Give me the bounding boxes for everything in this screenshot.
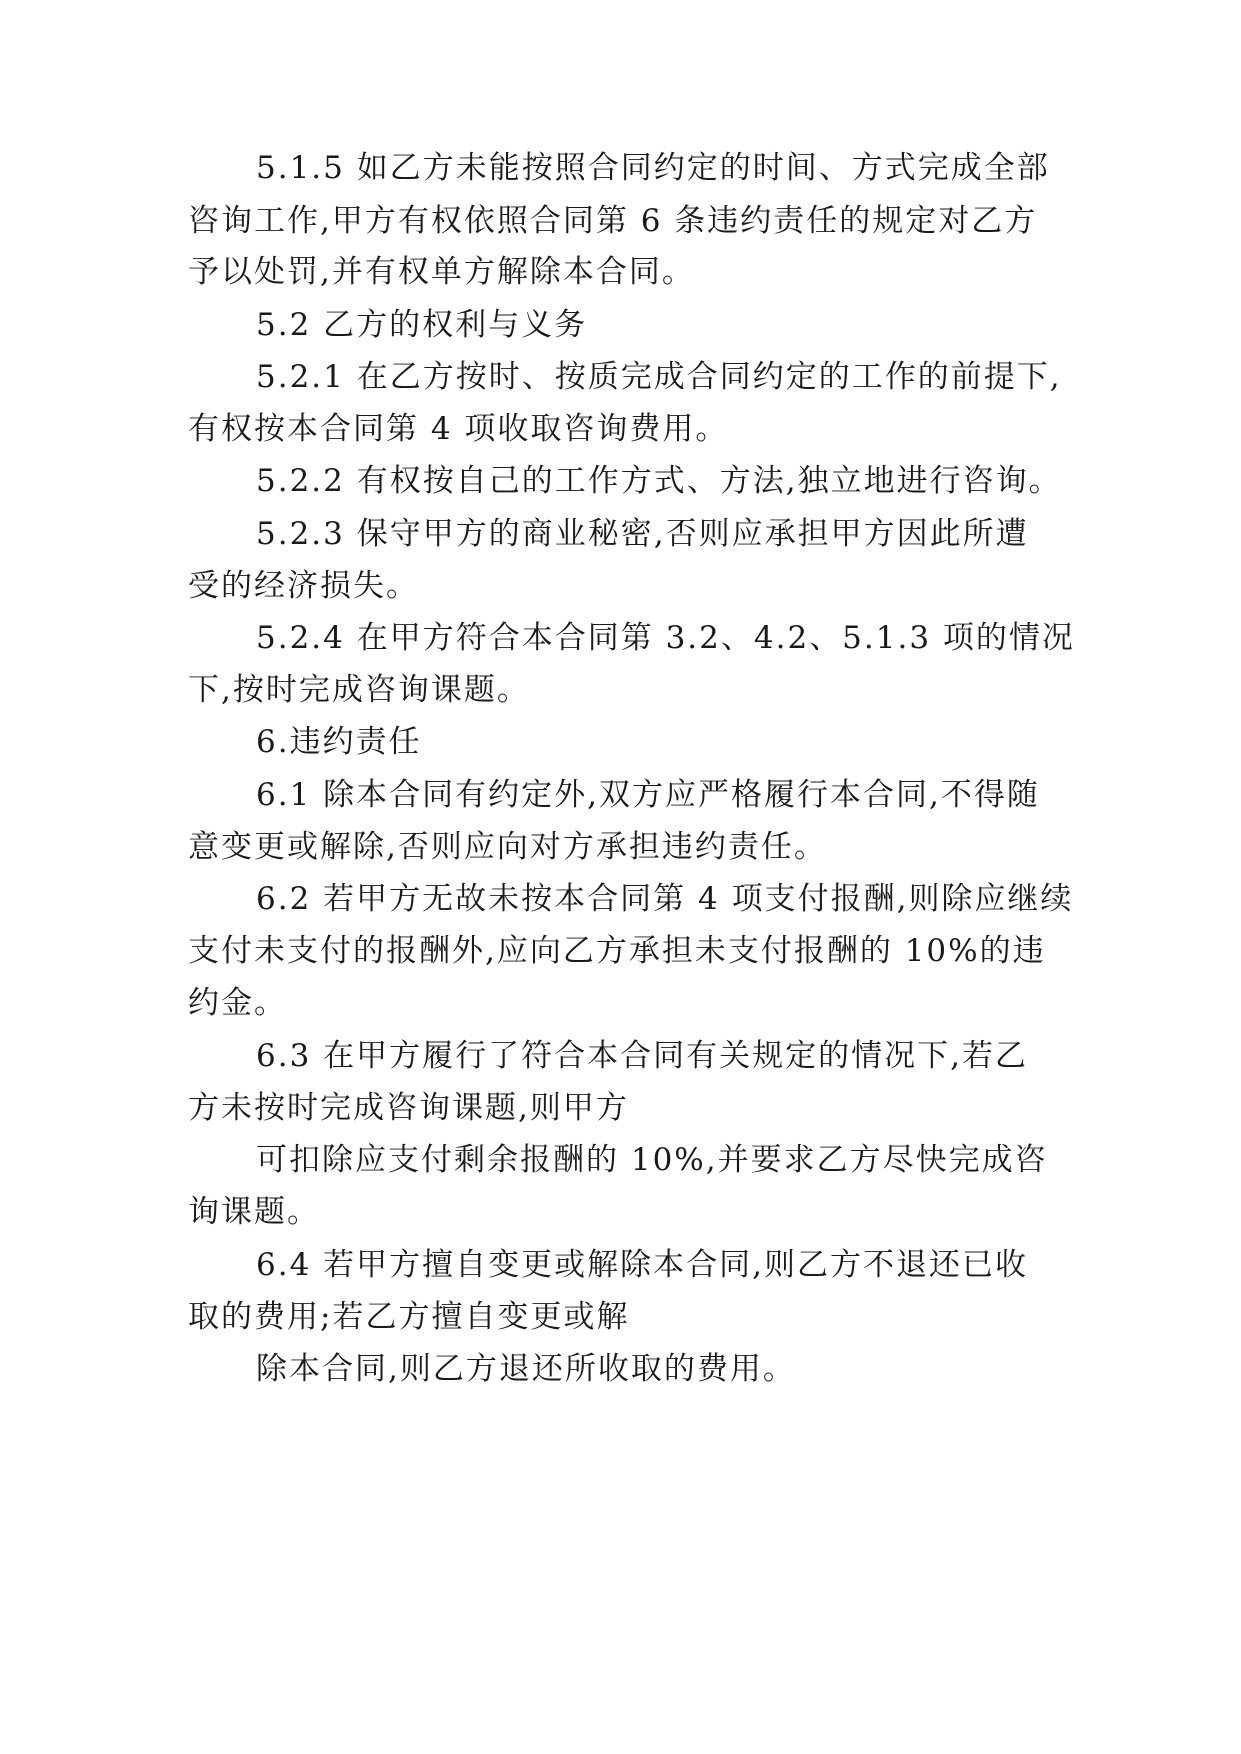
text-line: 6.4 若甲方擅自变更或解除本合同,则乙方不退还已收	[256, 1247, 1029, 1283]
text-line: 咨询工作,甲方有权依照合同第 6 条违约责任的规定对乙方	[188, 203, 1038, 239]
text-line: 意变更或解除,否则应向对方承担违约责任。	[188, 829, 827, 865]
text-line: 6.2 若甲方无故未按本合同第 4 项支付报酬,则除应继续	[256, 881, 1074, 917]
text-line: 5.2.4 在甲方符合本合同第 3.2、4.2、5.1.3 项的情况	[256, 620, 1075, 656]
text-line: 有权按本合同第 4 项收取咨询费用。	[188, 411, 729, 447]
text-line: 除本合同,则乙方退还所收取的费用。	[256, 1351, 796, 1387]
section-heading: 6.违约责任	[256, 724, 422, 760]
text-line: 6.1 除本合同有约定外,双方应严格履行本合同,不得随	[256, 777, 1040, 813]
text-line: 受的经济损失。	[188, 568, 419, 604]
text-line: 5.2.3 保守甲方的商业秘密,否则应承担甲方因此所遭	[256, 516, 1029, 552]
text-line: 取的费用;若乙方擅自变更或解	[188, 1299, 630, 1335]
text-line: 方未按时完成咨询课题,则甲方	[188, 1090, 629, 1126]
text-line: 支付未支付的报酬外,应向乙方承担未支付报酬的 10%的违	[188, 933, 1046, 969]
text-line: 6.3 在甲方履行了符合本合同有关规定的情况下,若乙	[256, 1038, 1029, 1074]
text-line: 5.2 乙方的权利与义务	[256, 307, 588, 343]
text-line: 5.2.2 有权按自己的工作方式、方法,独立地进行咨询。	[256, 463, 1062, 499]
text-line: 5.2.1 在乙方按时、按质完成合同约定的工作的前提下,	[256, 359, 1062, 395]
text-line: 5.1.5 如乙方未能按照合同约定的时间、方式完成全部	[256, 150, 1050, 186]
text-line: 约金。	[188, 985, 287, 1021]
text-line: 可扣除应支付剩余报酬的 10%,并要求乙方尽快完成咨	[256, 1142, 1048, 1178]
text-line: 询课题。	[188, 1194, 320, 1230]
text-line: 下,按时完成咨询课题。	[188, 672, 530, 708]
text-line: 予以处罚,并有权单方解除本合同。	[188, 254, 695, 290]
